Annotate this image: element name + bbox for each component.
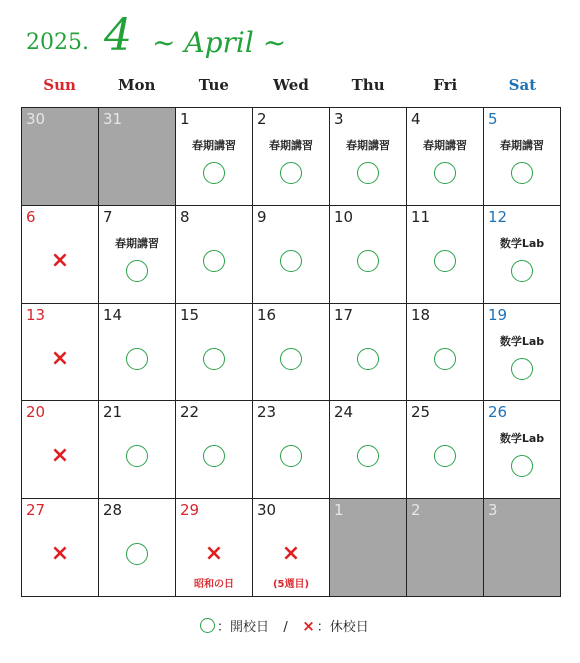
- day-note: 昭和の日: [194, 579, 234, 591]
- open-day-circle-icon: [200, 618, 215, 633]
- day-cell: [99, 401, 176, 499]
- legend: [200, 616, 371, 638]
- day-cell: [253, 401, 330, 499]
- closed-day-cross-icon: ×: [50, 541, 70, 567]
- day-cell: [484, 108, 561, 206]
- day-note: (5週目): [272, 579, 310, 591]
- day-number: 8: [180, 207, 190, 226]
- day-number: 24: [334, 403, 354, 422]
- day-cell: [484, 401, 561, 499]
- day-number: 30: [257, 501, 277, 520]
- event-label: 数学Lab: [499, 432, 545, 446]
- weekday-wed: Wed: [273, 76, 309, 94]
- open-day-circle-icon: [203, 348, 225, 370]
- day-cell: [99, 304, 176, 402]
- closed-day-cross-icon: ×: [50, 345, 70, 371]
- day-number: 7: [103, 207, 113, 226]
- day-cell: [407, 401, 484, 499]
- calendar-grid: [21, 107, 561, 597]
- legend-open-label: ：開校日: [217, 620, 270, 635]
- open-day-circle-icon: [357, 445, 379, 467]
- open-day-circle-icon: [511, 260, 533, 282]
- day-cell: [330, 499, 407, 597]
- day-cell: [253, 304, 330, 402]
- open-day-circle-icon: [126, 260, 148, 282]
- day-number: 25: [411, 403, 431, 422]
- open-day-circle-icon: [511, 455, 533, 477]
- day-cell: [407, 206, 484, 304]
- weekday-sun: Sun: [43, 76, 76, 94]
- open-day-circle-icon: [280, 348, 302, 370]
- event-label: 春期講習: [192, 139, 236, 152]
- open-day-circle-icon: [203, 445, 225, 467]
- event-label: 数学Lab: [499, 334, 545, 348]
- day-number: 21: [103, 403, 123, 422]
- open-day-circle-icon: [126, 543, 148, 565]
- open-day-circle-icon: [203, 162, 225, 184]
- closed-day-cross-icon: ×: [50, 247, 70, 273]
- day-number: 4: [411, 110, 421, 128]
- weekday-mon: Mon: [117, 76, 156, 94]
- day-number: 10: [334, 207, 354, 226]
- day-cell: [176, 304, 253, 402]
- open-day-circle-icon: [280, 445, 302, 467]
- day-cell: [253, 108, 330, 206]
- day-number: 2: [411, 501, 421, 520]
- open-day-circle-icon: [280, 250, 302, 272]
- open-day-circle-icon: [434, 250, 456, 272]
- day-number: 5: [488, 110, 498, 128]
- day-cell: [330, 304, 407, 402]
- day-number: 22: [180, 403, 200, 422]
- day-cell: [22, 108, 99, 206]
- day-cell: [22, 499, 99, 597]
- legend-separator: /: [283, 620, 288, 635]
- event-label: 春期講習: [500, 139, 544, 152]
- day-cell: [99, 108, 176, 206]
- day-number: 17: [334, 305, 354, 324]
- open-day-circle-icon: [434, 445, 456, 467]
- day-cell: [253, 499, 330, 597]
- day-number: 27: [26, 501, 46, 520]
- open-day-circle-icon: [203, 250, 225, 272]
- year-label: 2025.: [26, 30, 89, 55]
- weekday-header-row: [21, 76, 561, 100]
- month-name: ~ April ~: [152, 26, 287, 59]
- day-cell: [253, 206, 330, 304]
- day-number: 14: [103, 305, 123, 324]
- day-number: 31: [103, 110, 123, 128]
- day-number: 29: [180, 501, 200, 520]
- day-cell: [407, 108, 484, 206]
- day-number: 3: [334, 110, 344, 128]
- day-cell: [407, 304, 484, 402]
- open-day-circle-icon: [357, 162, 379, 184]
- day-number: 3: [488, 501, 498, 520]
- closed-day-cross-icon: ×: [281, 541, 301, 567]
- day-cell: [330, 108, 407, 206]
- weekday-tue: Tue: [198, 76, 229, 94]
- open-day-circle-icon: [434, 162, 456, 184]
- event-label: 数学Lab: [499, 236, 545, 250]
- open-day-circle-icon: [126, 348, 148, 370]
- weekday-sat: Sat: [508, 76, 537, 94]
- event-label: 春期講習: [346, 139, 390, 152]
- day-number: 28: [103, 501, 123, 520]
- open-day-circle-icon: [357, 250, 379, 272]
- event-label: 春期講習: [423, 139, 467, 152]
- closed-day-cross-icon: ×: [302, 617, 315, 635]
- day-number: 18: [411, 305, 431, 324]
- open-day-circle-icon: [434, 348, 456, 370]
- day-number: 6: [26, 207, 36, 226]
- event-label: 春期講習: [115, 236, 159, 250]
- day-number: 15: [180, 305, 200, 324]
- day-cell: [176, 401, 253, 499]
- day-cell: [330, 401, 407, 499]
- closed-day-cross-icon: ×: [50, 443, 70, 469]
- day-cell: [407, 499, 484, 597]
- closed-day-cross-icon: ×: [204, 541, 224, 567]
- day-cell: [330, 206, 407, 304]
- day-number: 23: [257, 403, 277, 422]
- day-cell: [176, 108, 253, 206]
- weekday-thu: Thu: [351, 76, 385, 94]
- open-day-circle-icon: [511, 162, 533, 184]
- day-number: 11: [411, 207, 431, 226]
- day-number: 9: [257, 207, 267, 226]
- month-number: 4: [104, 10, 132, 61]
- day-cell: [176, 206, 253, 304]
- day-cell: [22, 206, 99, 304]
- day-cell: [484, 206, 561, 304]
- open-day-circle-icon: [357, 348, 379, 370]
- day-cell: [484, 499, 561, 597]
- day-number: 26: [488, 403, 508, 422]
- day-number: 30: [26, 110, 46, 128]
- day-number: 13: [26, 305, 46, 324]
- day-cell: [22, 401, 99, 499]
- legend-closed-label: ：休校日: [316, 620, 369, 635]
- open-day-circle-icon: [280, 162, 302, 184]
- weekday-fri: Fri: [433, 76, 458, 94]
- day-cell: [176, 499, 253, 597]
- day-cell: [99, 499, 176, 597]
- day-number: 1: [180, 110, 190, 128]
- day-cell: [484, 304, 561, 402]
- day-number: 2: [257, 110, 267, 128]
- open-day-circle-icon: [126, 445, 148, 467]
- day-number: 1: [334, 501, 344, 520]
- day-number: 12: [488, 207, 508, 226]
- day-number: 20: [26, 403, 46, 422]
- open-day-circle-icon: [511, 358, 533, 380]
- day-cell: [22, 304, 99, 402]
- event-label: 春期講習: [269, 139, 313, 152]
- day-number: 19: [488, 305, 508, 324]
- day-number: 16: [257, 305, 277, 324]
- day-cell: [99, 206, 176, 304]
